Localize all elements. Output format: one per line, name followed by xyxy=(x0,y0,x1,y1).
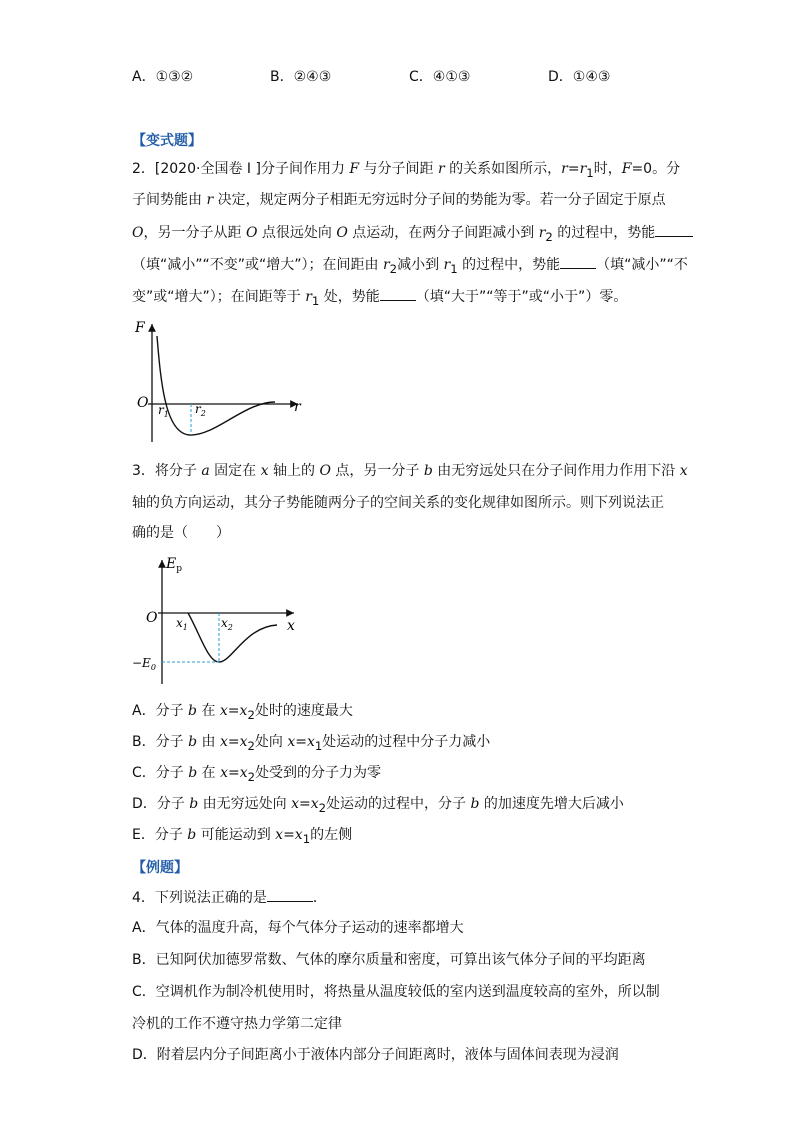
x-axis-label: r xyxy=(294,399,301,415)
q3-option-e: E．分子 b 可能运动到 $x=x_1$的左侧 xyxy=(132,827,353,846)
q2-line-2: 子间势能由 r 决定，规定两分子相距无穷远时分子间的势能为零。若一分子固定于原点 xyxy=(132,192,666,208)
answer-blank-1[interactable] xyxy=(655,222,693,237)
q3-line-1: 3．将分子 a 固定在 x 轴上的 O 点，另一分子 b 由无穷远处只在分子间作用力作用下沿 x xyxy=(132,463,688,479)
x1-label: $x_1$ xyxy=(176,616,188,632)
q3-line-3: 确的是（ ） xyxy=(132,525,230,541)
q3-option-b: B．分子 b 由 $x=x_2$处向 $x=x_1$处运动的过程中分子力减小 xyxy=(132,734,491,753)
origin-label: O xyxy=(146,610,158,626)
force-distance-graph xyxy=(130,316,320,446)
answer-blank-2[interactable] xyxy=(560,254,596,269)
r2-label: $r_2$ xyxy=(195,402,206,418)
q2-line-3: O，另一分子从距 O 点很远处向 O 点运动，在两分子间距减小到 $r_2$ 的过程中，势能 xyxy=(132,222,693,247)
potential-curve xyxy=(188,613,277,662)
option-a: A．①③② xyxy=(132,69,194,85)
potential-energy-graph xyxy=(130,552,310,690)
section-variant-heading: 【变式题】 xyxy=(132,133,202,149)
origin-label: O xyxy=(137,395,149,411)
section-example-heading: 【例题】 xyxy=(132,860,188,876)
y-axis-label: $E_p$ xyxy=(166,556,182,574)
q4-stem: 4．下列说法正确的是 ． xyxy=(132,887,327,908)
option-d: D．①④③ xyxy=(548,69,611,85)
option-b: B．②④③ xyxy=(270,69,332,85)
q3-line-2: 轴的负方向运动，其分子势能随两分子的空间关系的变化规律如图所示。则下列说法正 xyxy=(132,495,664,511)
x2-label: $x_2$ xyxy=(221,616,233,632)
answer-blank-3[interactable] xyxy=(380,286,416,301)
q3-option-c: C．分子 b 在 $x=x_2$处受到的分子力为零 xyxy=(132,765,382,784)
x-axis-label: x xyxy=(287,618,295,634)
option-c: C．④①③ xyxy=(409,69,471,85)
q2-line-5: 变”或“增大”）；在间距等于 $r_1$ 处，势能 （填“大于”“等于”或“小于”）零。 xyxy=(132,286,627,311)
q4-option-c-line1: C．空调机作为制冷机使用时，将热量从温度较低的室内送到温度较高的室外，所以制 xyxy=(132,984,660,1000)
q4-option-b: B．已知阿伏加德罗常数、气体的摩尔质量和密度，可算出该气体分子间的平均距离 xyxy=(132,952,646,968)
q4-option-c-line2: 冷机的工作不遵守热力学第二定律 xyxy=(132,1016,342,1032)
q4-option-a: A．气体的温度升高，每个气体分子运动的速率都增大 xyxy=(132,920,464,936)
q3-option-d: D．分子 b 由无穷远处向 $x=x_2$处运动的过程中，分子 b 的加速度先增大后减小 xyxy=(132,796,624,815)
q3-option-a: A．分子 b 在 $x=x_2$处时的速度最大 xyxy=(132,703,353,722)
r1-label: $r_1$ xyxy=(158,403,169,419)
answer-blank-4[interactable] xyxy=(267,887,313,902)
q2-line-4: （填“减小”“不变”或“增大”）；在间距由 $r_2$减小到 $r_1$ 的过程中，势能 （填“减小”“不 xyxy=(132,254,688,279)
q2-line-1: 2．[2020·全国卷 I ]分子间作用力 F 与分子间距 r 的关系如图所示，$r=r_1$时，F=0。分 xyxy=(132,161,681,180)
y-axis-label: F xyxy=(135,320,145,336)
e0-label: $-E_0$ xyxy=(132,656,156,672)
force-curve xyxy=(157,336,275,435)
q4-option-d: D．附着层内分子间距离小于液体内部分子间距离时，液体与固体间表现为浸润 xyxy=(132,1047,619,1063)
